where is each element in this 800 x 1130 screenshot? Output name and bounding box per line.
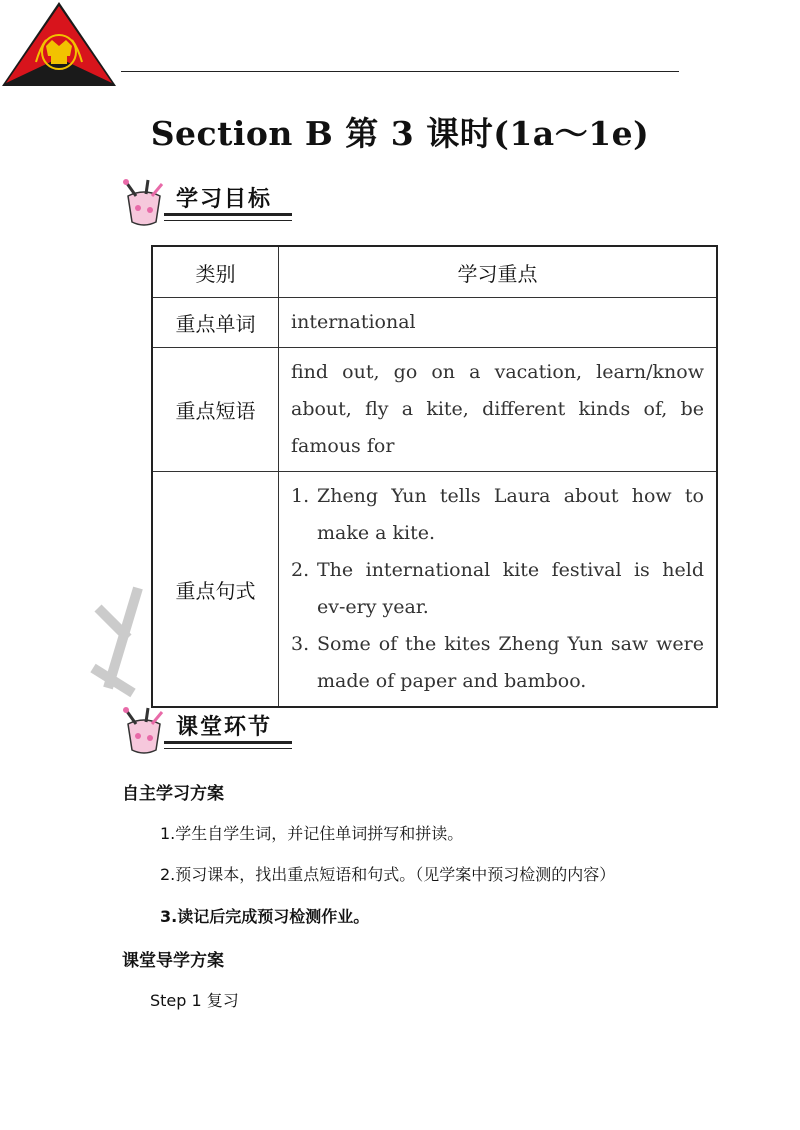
objectives-underline <box>164 213 292 221</box>
sentence-text: Zheng Yun tells Laura about how to make a kite. <box>317 485 704 544</box>
page-title: Section B 第 3 课时(1a～1e) <box>150 114 650 153</box>
sentence-text: Some of the kites Zheng Yun saw were made of paper and bamboo. <box>317 633 704 692</box>
objectives-label: 学习目标 <box>176 187 273 212</box>
sentence-number: 3. <box>291 633 310 655</box>
watermark-mark <box>88 578 158 698</box>
school-logo <box>0 0 118 88</box>
row-content <box>279 472 718 708</box>
table-row <box>152 472 717 708</box>
classroom-label: 课堂环节 <box>176 715 273 740</box>
sentence-item <box>291 478 704 552</box>
header-rule <box>121 71 679 72</box>
self-study-item: 2.预习课本，找出重点短语和句式。（见学案中预习检测的内容） <box>160 865 616 884</box>
pencil-cup-icon <box>118 706 170 756</box>
step-label: Step 1 复习 <box>150 991 239 1010</box>
self-study-item: 1.学生自学生词，并记住单词拼写和拼读。 <box>160 824 464 843</box>
table-row <box>152 348 717 472</box>
table-header-focus: 学习重点 <box>279 246 718 298</box>
sentence-item <box>291 552 704 626</box>
objectives-table <box>151 245 718 708</box>
row-content: international <box>279 298 718 348</box>
table-header-category: 类别 <box>152 246 279 298</box>
self-study-heading: 自主学习方案 <box>122 784 224 804</box>
row-category: 重点句式 <box>152 472 279 708</box>
row-category: 重点单词 <box>152 298 279 348</box>
row-content: find out, go on a vacation, learn/know about, fly a kite, different kinds of, be famous for <box>279 348 718 472</box>
guided-heading: 课堂导学方案 <box>122 951 224 971</box>
sentence-text: The international kite festival is held ev-ery year. <box>317 559 704 618</box>
classroom-header <box>118 706 298 756</box>
classroom-underline <box>164 741 292 749</box>
sentence-item <box>291 626 704 700</box>
objectives-header <box>118 178 298 228</box>
row-category: 重点短语 <box>152 348 279 472</box>
table-row <box>152 298 717 348</box>
pencil-cup-icon <box>118 178 170 228</box>
table-header-row <box>152 246 717 298</box>
sentence-number: 1. <box>291 485 310 507</box>
self-study-item: 3.读记后完成预习检测作业。 <box>160 907 370 926</box>
sentence-number: 2. <box>291 559 310 581</box>
